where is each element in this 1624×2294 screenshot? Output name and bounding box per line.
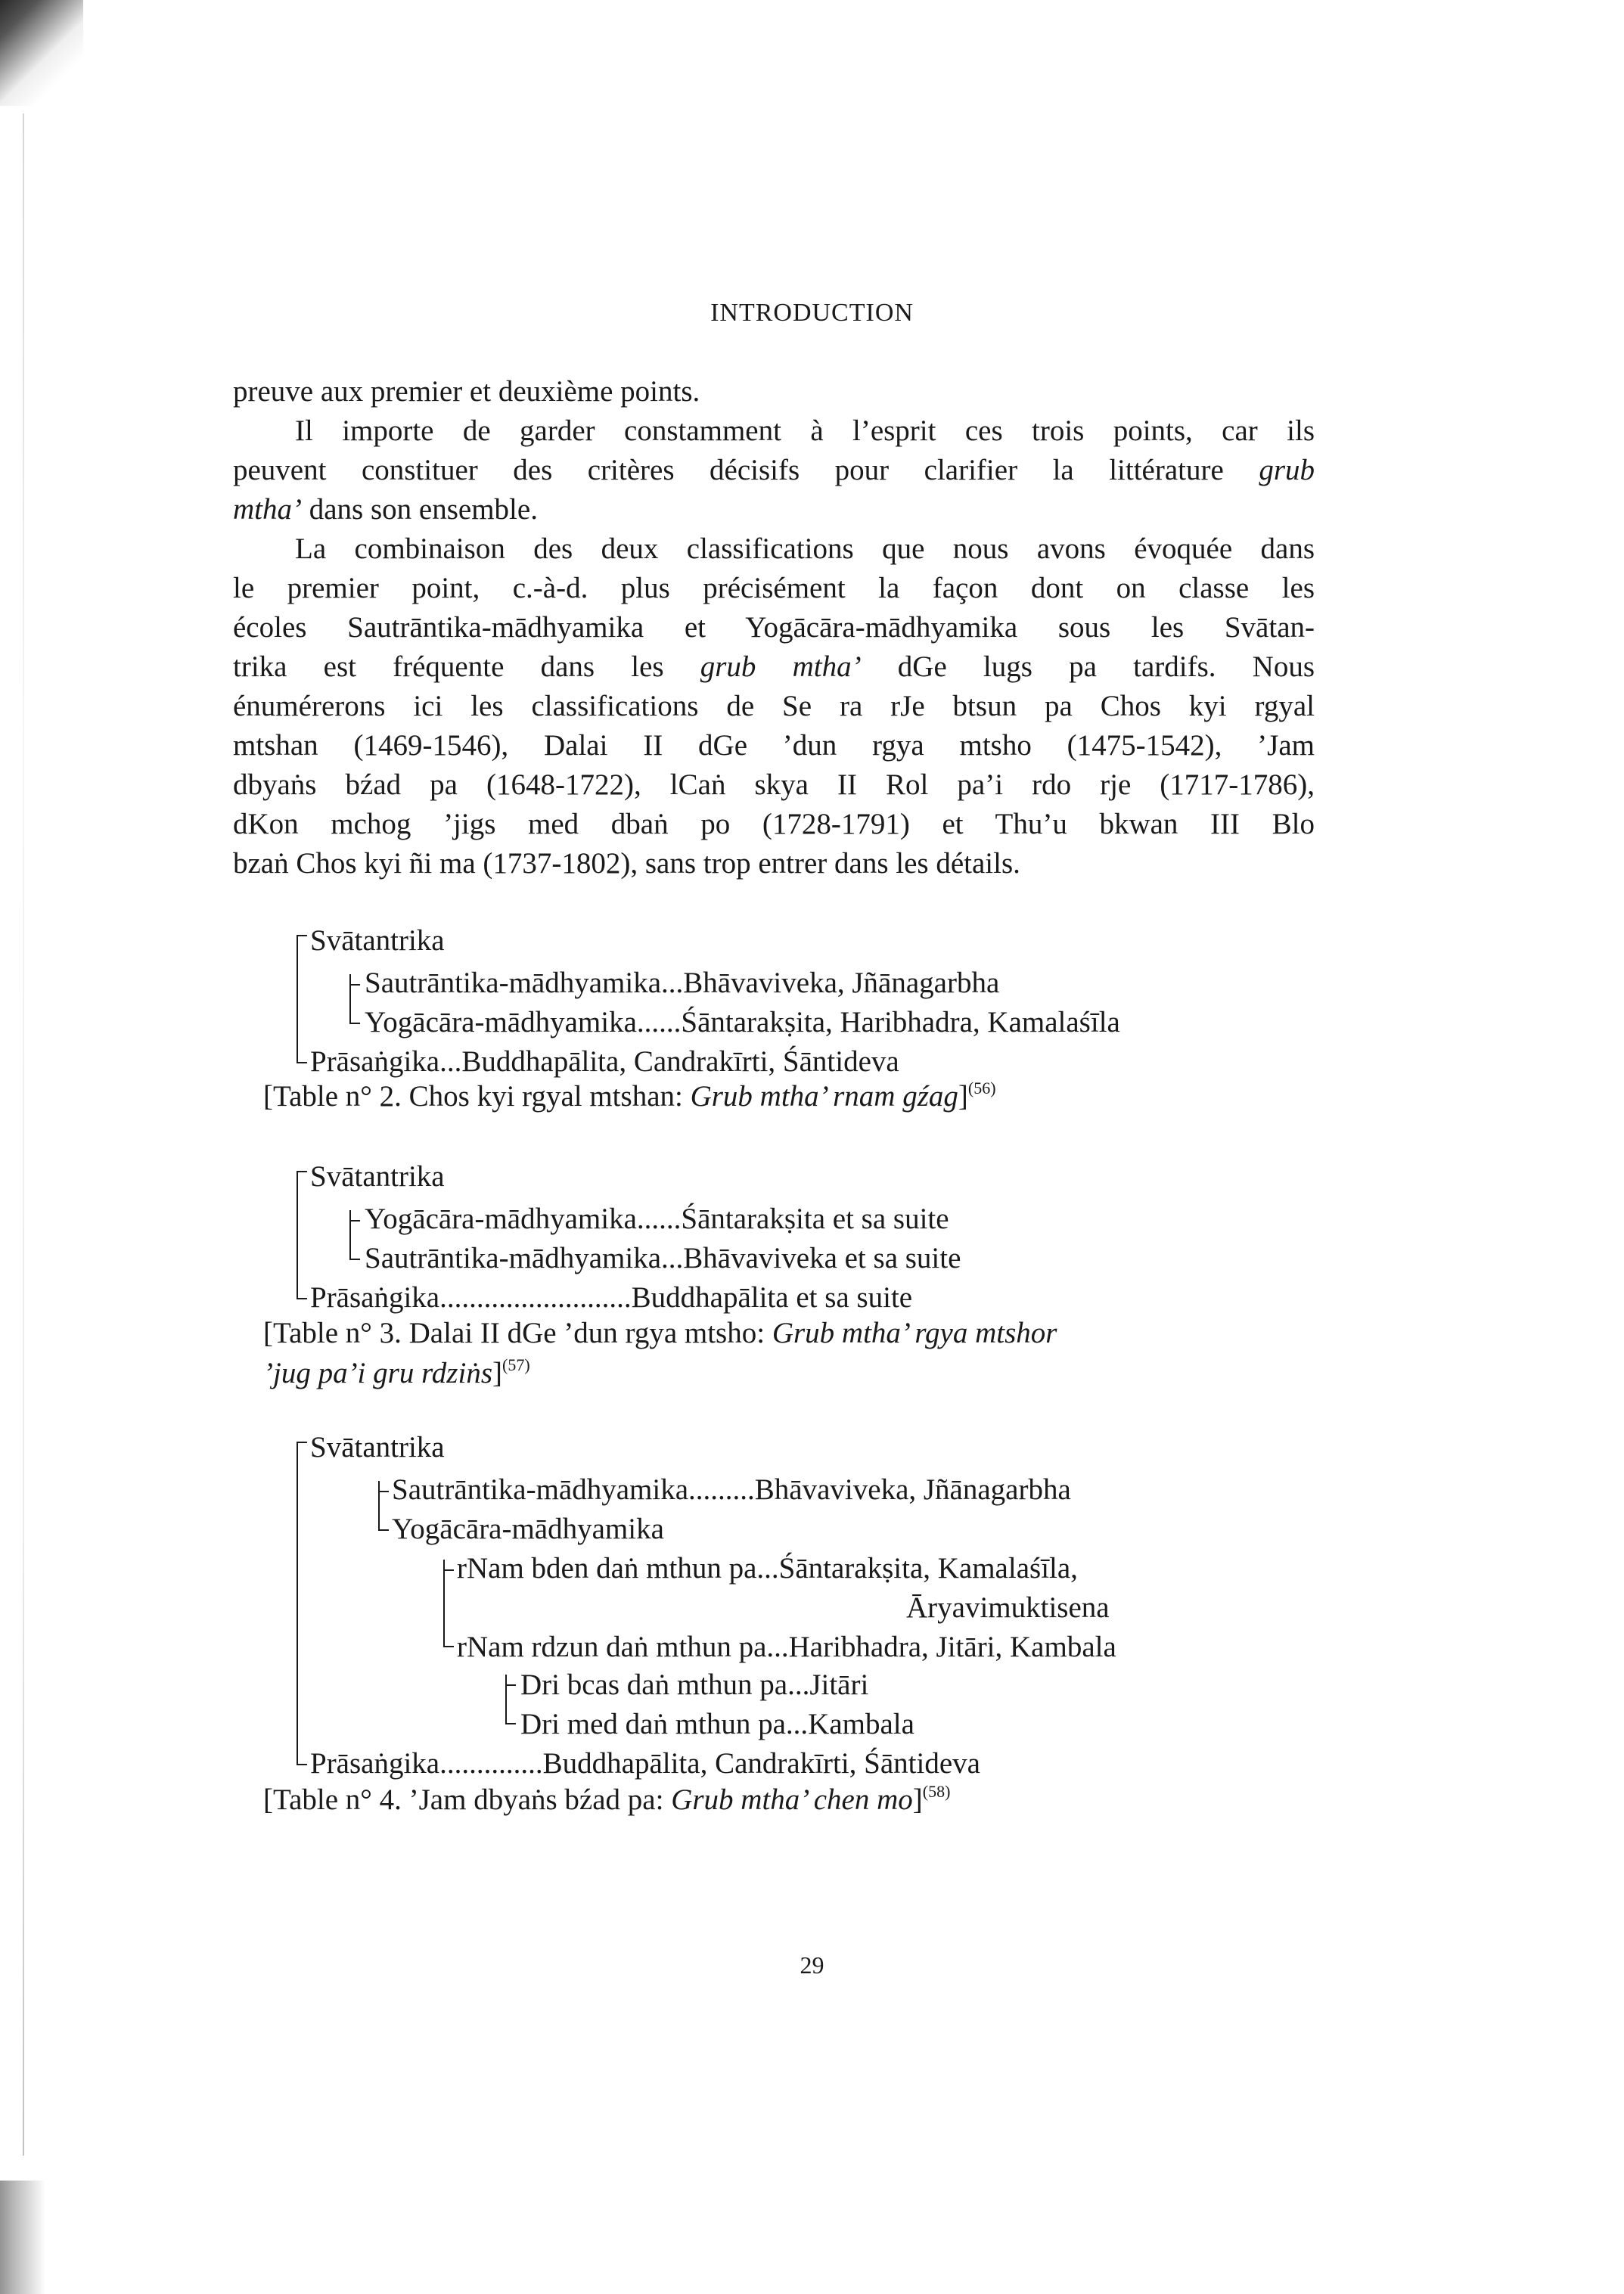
tree-node: Dri med daṅ mthun pa...Kambala [520, 1708, 914, 1740]
text-line: écoles Sautrāntika-mādhyamika et Yogācāra-mādhyamika sous les Svātan- [233, 611, 1315, 644]
footnote-ref: (56) [967, 1079, 996, 1097]
tree-node: Prāsaṅgika...Buddhapālita, Candrakīrti, Śāntideva [310, 1045, 899, 1078]
table-caption-3-cont: ’jug pa’i gru rdziṅs]$^{(57)}$ [263, 1355, 530, 1389]
tree-node: Prāsaṅgika..............Buddhapālita, Candrakīrti, Śāntideva [310, 1747, 980, 1780]
tree-node: Dri bcas daṅ mthun pa...Jitāri [520, 1669, 869, 1701]
text-line: mtshan (1469-1546), Dalai II dGe ’dun rgya mtsho (1475-1542), ’Jam [233, 729, 1315, 762]
tree-node-cont: Āryavimuktisena [906, 1591, 1110, 1624]
scan-edge-shadow-bottom [0, 2181, 45, 2294]
tree-node: Prāsaṅgika..........................Buddhapālita et sa suite [310, 1281, 913, 1314]
tree-node: Yogācāra-mādhyamika......Śāntarakṣita, Haribhadra, Kamalaśīla [365, 1006, 1120, 1038]
tree-node: Yogācāra-mādhyamika [392, 1513, 664, 1545]
text-line: bzaṅ Chos kyi ñi ma (1737-1802), sans trop entrer dans les détails. [233, 847, 1020, 880]
text-line: trika est fréquente dans les grub mtha’ dGe lugs pa tardifs. Nous [233, 650, 1315, 683]
tree-node: rNam bden daṅ mthun pa...Śāntarakṣita, Kamalaśīla, [457, 1552, 1078, 1585]
italic-term: grub [1259, 454, 1315, 486]
running-header: INTRODUCTION [710, 299, 914, 327]
tree-node: Sautrāntika-mādhyamika...Bhāvaviveka et sa suite [365, 1242, 961, 1274]
scan-edge-shadow [0, 0, 83, 106]
text-line: dKon mchog ’jigs med dbaṅ po (1728-1791) et Thu’u bkwan III Blo [233, 808, 1315, 840]
tree-node: rNam rdzun daṅ mthun pa...Haribhadra, Jitāri, Kambala [457, 1631, 1116, 1663]
text-line: preuve aux premier et deuxième points. [233, 375, 700, 408]
paragraph-3 [233, 529, 1315, 883]
text-line: La combinaison des deux classifications que nous avons évoquée dans [295, 532, 1315, 565]
text-line: Il importe de garder constamment à l’esprit ces trois points, car ils [295, 414, 1315, 447]
scan-gutter-line [23, 113, 24, 2156]
table-caption-3: [Table n° 3. Dalai II dGe ’dun rgya mtsho: Grub mtha’ rgya mtshor [263, 1317, 1057, 1349]
paragraph-1 [233, 372, 1315, 411]
tree-node: Svātantrika [310, 1160, 445, 1193]
tree-node: Sautrāntika-mādhyamika.........Bhāvaviveka, Jñānagarbha [392, 1473, 1071, 1506]
italic-term: mtha’ [233, 493, 302, 526]
text-line: énumérerons ici les classifications de Se ra rJe btsun pa Chos kyi rgyal [233, 690, 1315, 722]
tree-node: Svātantrika [310, 924, 445, 957]
italic-term: grub mtha’ [700, 650, 862, 683]
tree-node: Yogācāra-mādhyamika......Śāntarakṣita et sa suite [365, 1203, 949, 1235]
tree-node: Sautrāntika-mādhyamika...Bhāvaviveka, Jñānagarbha [365, 967, 1000, 999]
text-line: le premier point, c.-à-d. plus précisément la façon dont on classe les [233, 572, 1315, 604]
footnote-ref: (57) [502, 1355, 530, 1374]
table-caption-2: [Table n° 2. Chos kyi rgyal mtshan: Grub mtha’ rnam gźag]$^{(56)}$ [263, 1079, 996, 1113]
paragraph-2 [233, 411, 1315, 529]
text-line: dbyaṅs bźad pa (1648-1722), lCaṅ skya II Rol pa’i rdo rje (1717-1786), [233, 768, 1315, 801]
tree-node: Svātantrika [310, 1431, 445, 1464]
text-line: peuvent constituer des critères décisifs pour clarifier la littérature grub [233, 454, 1315, 486]
text-line: mtha’ dans son ensemble. [233, 493, 538, 526]
page-number: 29 [800, 1951, 824, 1979]
footnote-ref: (58) [922, 1782, 951, 1801]
table-caption-4: [Table n° 4. ’Jam dbyaṅs bźad pa: Grub mtha’ chen mo]$^{(58)}$ [263, 1782, 951, 1816]
